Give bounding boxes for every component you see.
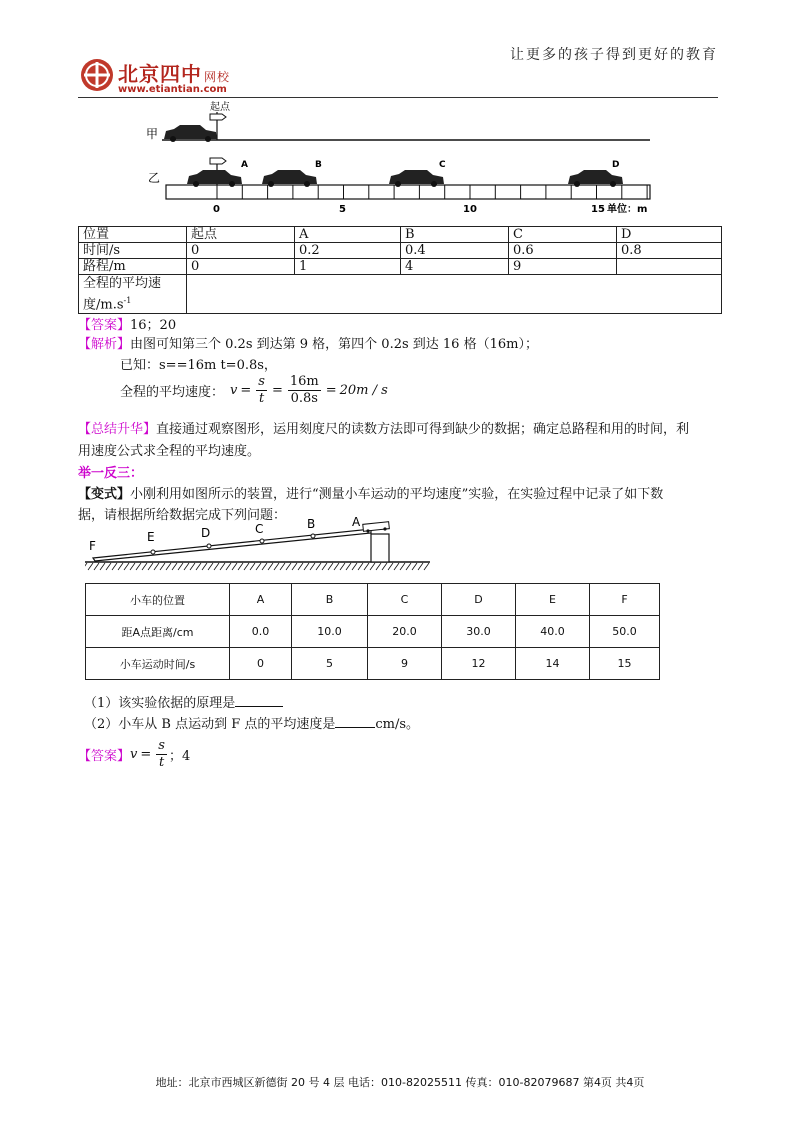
table-cell: 9 (509, 259, 617, 275)
ground-hatch-mark (412, 563, 417, 570)
ground-hatch-mark (424, 563, 429, 570)
ground-hatch-mark (136, 563, 141, 570)
ground-hatch-mark (208, 563, 213, 570)
ground-hatch-mark (352, 563, 357, 570)
variant: 【变式】小刚利用如图所示的装置，进行“测量小车运动的平均速度”实验，在实验过程中记录了如下数 (78, 487, 664, 502)
table-cell: 50.0 (590, 616, 660, 648)
scale-unit: 单位：m (607, 204, 648, 215)
answer-2: 【答案】 v = $\frac{s}{t}$ ；4 (78, 738, 191, 770)
speed-formula: 全程的平均速度： v = $\frac{s}{t}$ = $\frac{16m}{0.8s}$ = 20m / s (120, 374, 388, 406)
table-row (79, 227, 722, 243)
table-row (79, 243, 722, 259)
position-time-table (78, 226, 722, 314)
incline-label-d: D (201, 526, 211, 540)
table-cell: 位置 (79, 227, 187, 243)
answer-blank[interactable] (335, 727, 375, 728)
table-cell: 小车运动时间/s (86, 648, 230, 680)
table-cell: 4 (401, 259, 509, 275)
table-cell: B (292, 584, 368, 616)
ground-hatch-mark (106, 563, 111, 570)
table-cell: 路程/m (79, 259, 187, 275)
summary-line-2: 用速度公式求全程的平均速度。 (78, 444, 261, 459)
table-cell: C (509, 227, 617, 243)
ground-hatch-mark (190, 563, 195, 570)
car-label-b: B (315, 160, 322, 170)
ground-hatch-mark (280, 563, 285, 570)
table-cell (617, 259, 722, 275)
track-jia-label: 甲 (146, 127, 159, 141)
table-cell: 0.6 (509, 243, 617, 259)
scale-tick-15: 15 (591, 204, 605, 215)
table-cell-empty (187, 275, 722, 314)
ground-hatch-mark (202, 563, 207, 570)
ground-hatch-mark (220, 563, 225, 570)
table-cell: D (617, 227, 722, 243)
question-1: （1）该实验依据的原理是 (84, 692, 283, 711)
table-cell: 起点 (187, 227, 295, 243)
table-cell: 距A点距离/cm (86, 616, 230, 648)
ground-hatch-mark (328, 563, 333, 570)
car-track-figure (140, 100, 660, 218)
ground-hatch-mark (358, 563, 363, 570)
table-cell: 时间/s (79, 243, 187, 259)
ground-hatch-mark (316, 563, 321, 570)
table-cell: A (230, 584, 292, 616)
ground-hatch-mark (298, 563, 303, 570)
ground-hatch-mark (250, 563, 255, 570)
table-cell: B (401, 227, 509, 243)
table-cell: 30.0 (442, 616, 516, 648)
variant-line-2: 据，请根据所给数据完成下列问题： (78, 508, 287, 523)
cart-data-table (85, 583, 660, 680)
ground-hatch-mark (124, 563, 129, 570)
ground-hatch-mark (418, 563, 423, 570)
logo-emblem-icon (80, 58, 114, 92)
header-slogan: 让更多的孩子得到更好的教育 (510, 47, 718, 63)
scale-tick-5: 5 (339, 204, 346, 215)
table-row (79, 275, 722, 314)
table-cell: 0.2 (295, 243, 401, 259)
answer-1: 【答案】16；20 (78, 318, 177, 333)
ground-hatch-mark (100, 563, 105, 570)
table-cell: 0 (187, 243, 295, 259)
track-yi-label: 乙 (148, 171, 161, 185)
table-cell: C (368, 584, 442, 616)
ground-hatch-mark (88, 563, 93, 570)
ground-hatch-mark (112, 563, 117, 570)
table-cell: D (442, 584, 516, 616)
start-label: 起点 (210, 102, 230, 113)
ground-hatch-mark (196, 563, 201, 570)
incline-label-e: E (147, 530, 155, 544)
logo (80, 58, 114, 92)
ground-hatch-mark (376, 563, 381, 570)
question-2: （2）小车从 B 点运动到 F 点的平均速度是 cm/s。 (84, 717, 420, 732)
ground-hatch-mark (334, 563, 339, 570)
table-row (86, 616, 660, 648)
car-label-d: D (612, 160, 620, 170)
ground-hatch-mark (262, 563, 267, 570)
car-label-c: C (439, 160, 446, 170)
table-cell: 小车的位置 (86, 584, 230, 616)
table-cell: E (516, 584, 590, 616)
ground-hatch-mark (268, 563, 273, 570)
header-divider (78, 97, 718, 98)
ground-hatch-mark (142, 563, 147, 570)
ground-hatch-mark (322, 563, 327, 570)
table-cell: 0 (187, 259, 295, 275)
table-cell: 0 (230, 648, 292, 680)
ground-hatch-mark (244, 563, 249, 570)
incline-label-c: C (255, 522, 264, 536)
ground-hatch-mark (292, 563, 297, 570)
ground-hatch-mark (178, 563, 183, 570)
ground-hatch-mark (256, 563, 261, 570)
table-cell: 40.0 (516, 616, 590, 648)
analysis: 【解析】由图可知第三个 0.2s 到达第 9 格，第四个 0.2s 到达 16 格（16m）； (78, 337, 538, 352)
table-row (79, 259, 722, 275)
incline-label-a: A (352, 517, 361, 529)
ground-hatch-mark (154, 563, 159, 570)
table-cell: 10.0 (292, 616, 368, 648)
ground-hatch-mark (160, 563, 165, 570)
car-label-a: A (241, 160, 248, 170)
answer-blank[interactable] (235, 706, 283, 707)
ground-hatch-mark (274, 563, 279, 570)
ground-hatch-mark (400, 563, 405, 570)
ground-hatch-mark (346, 563, 351, 570)
ground-hatch-mark (382, 563, 387, 570)
ground-hatch-mark (148, 563, 153, 570)
table-row (86, 648, 660, 680)
logo-url: www.etiantian.com (118, 84, 227, 95)
ground-hatch-mark (226, 563, 231, 570)
ground-hatch-mark (310, 563, 315, 570)
ground-hatch-mark (388, 563, 393, 570)
ground-hatch-mark (304, 563, 309, 570)
table-cell: 0.4 (401, 243, 509, 259)
incline-label-f: F (89, 539, 96, 553)
ground-hatch-mark (340, 563, 345, 570)
ground-hatch-mark (238, 563, 243, 570)
table-cell: 全程的平均速 度$/m.s^{-1}$ (79, 275, 187, 314)
table-row (86, 584, 660, 616)
ground-hatch-mark (130, 563, 135, 570)
table-cell: 9 (368, 648, 442, 680)
ground-hatch-mark (370, 563, 375, 570)
table-cell: 15 (590, 648, 660, 680)
table-cell: 0.0 (230, 616, 292, 648)
summary: 【总结升华】直接通过观察图形，运用刻度尺的读数方法即可得到缺少的数据；确定总路程和用的时间，利 (78, 422, 690, 437)
analysis-known: 已知：s==16m t=0.8s， (120, 358, 277, 373)
ground-hatch-mark (94, 563, 99, 570)
ground-hatch-mark (184, 563, 189, 570)
ground-hatch-mark (394, 563, 399, 570)
ground-hatch-mark (406, 563, 411, 570)
ground-hatch-mark (118, 563, 123, 570)
scale-tick-10: 10 (463, 204, 477, 215)
page-footer: 地址：北京市西城区新德街 20 号 4 层 电话：010-82025511 传真：010-82079687 第4页 共4页 (155, 1076, 645, 1089)
table-cell: 0.8 (617, 243, 722, 259)
ground-hatch-mark (364, 563, 369, 570)
table-cell: F (590, 584, 660, 616)
ground-hatch-mark (214, 563, 219, 570)
incline-figure (85, 517, 435, 573)
table-cell: 5 (292, 648, 368, 680)
scale-tick-0: 0 (213, 204, 220, 215)
ground-hatch-mark (232, 563, 237, 570)
ground-hatch-mark (286, 563, 291, 570)
table-cell: 1 (295, 259, 401, 275)
table-cell: 12 (442, 648, 516, 680)
ground-hatch-mark (172, 563, 177, 570)
ground-hatch-mark (166, 563, 171, 570)
table-cell: 20.0 (368, 616, 442, 648)
incline-label-b: B (307, 517, 316, 531)
section-heading-juyi: 举一反三： (78, 466, 144, 481)
table-cell: A (295, 227, 401, 243)
table-cell: 14 (516, 648, 590, 680)
ground-hatch-mark (85, 563, 87, 570)
logo-name: 北京四中 网校 (118, 62, 231, 86)
